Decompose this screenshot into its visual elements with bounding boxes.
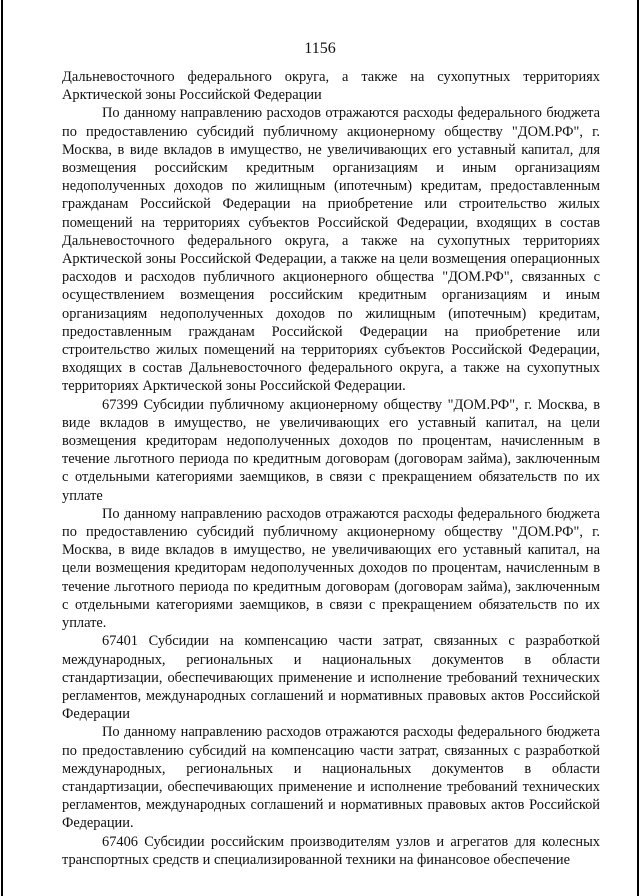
page-left-edge <box>1 0 3 896</box>
paragraph: 67399 Субсидии публичному акционерному обществу "ДОМ.РФ", г. Москва, в виде вкладов в имущество, не увеличивающих его уставный капитал, на цели возмещения кредиторам недополученных доходов по процентам, начисленным в течение льготного периода по кредитным договорам (договорам займа), заключенным с отдельными категориями заемщиков, в связи с прекращением обязательств по их уплате <box>62 396 600 504</box>
document-body <box>62 68 600 869</box>
paragraph: 67406 Субсидии российским производителям узлов и агрегатов для колесных транспортных средств и специализированной техники на финансовое обеспечение <box>62 833 600 868</box>
page-number: 1156 <box>304 40 336 57</box>
paragraph: 67401 Субсидии на компенсацию части затрат, связанных с разработкой международных, региональных и национальных документов в области стандартизации, обеспечивающих применение и исполнение требований технических регламентов, международных соглашений и нормативных правовых актов Российской Федерации <box>62 633 600 723</box>
paragraph: По данному направлению расходов отражаются расходы федерального бюджета по предоставлению субсидий публичному акционерному обществу "ДОМ.РФ", г. Москва, в виде вкладов в имущество, не увеличивающих его уставный капитал, для возмещения российским кредитным организациям и иным организациям недополученных доходов по жилищным (ипотечным) кредитам, предоставленным гражданам Российской Федерации на приобретение или строительство жилых помещений на территориях субъектов Российской Федерации, входящих в состав Дальневосточного федерального округа, а также на сухопутных территориях Арктической зоны Российской Федерации, а также на цели возмещения операционных расходов и расходов публичного акционерного общества "ДОМ.РФ", связанных с осуществлением возмещения российским кредитным организациям и иным организациям недополученных доходов по жилищным (ипотечным) кредитам, предоставленным гражданам Российской Федерации на приобретение или строительство жилых помещений на территориях субъектов Российской Федерации, входящих в состав Дальневосточного федерального округа, а также на сухопутных территориях Арктической зоны Российской Федерации. <box>62 105 600 395</box>
paragraph: Дальневосточного федерального округа, а также на сухопутных территориях Арктической зоны Российской Федерации <box>62 69 600 104</box>
page-right-edge <box>637 0 639 896</box>
paragraph: По данному направлению расходов отражаются расходы федерального бюджета по предоставлению субсидий на компенсацию части затрат, связанных с разработкой международных, региональных и национальных документов в области стандартизации, обеспечивающих применение и исполнение требований технических регламентов, международных соглашений и нормативных правовых актов Российской Федерации. <box>62 724 600 832</box>
paragraph: По данному направлению расходов отражаются расходы федерального бюджета по предоставлению субсидий публичному акционерному обществу "ДОМ.РФ", г. Москва, в виде вкладов в имущество, не увеличивающих его уставный капитал, на цели возмещения кредиторам недополученных доходов по процентам, начисленным в течение льготного периода по кредитным договорам (договорам займа), заключенным с отдельными категориями заемщиков, в связи с прекращением обязательств по их уплате. <box>62 505 600 632</box>
